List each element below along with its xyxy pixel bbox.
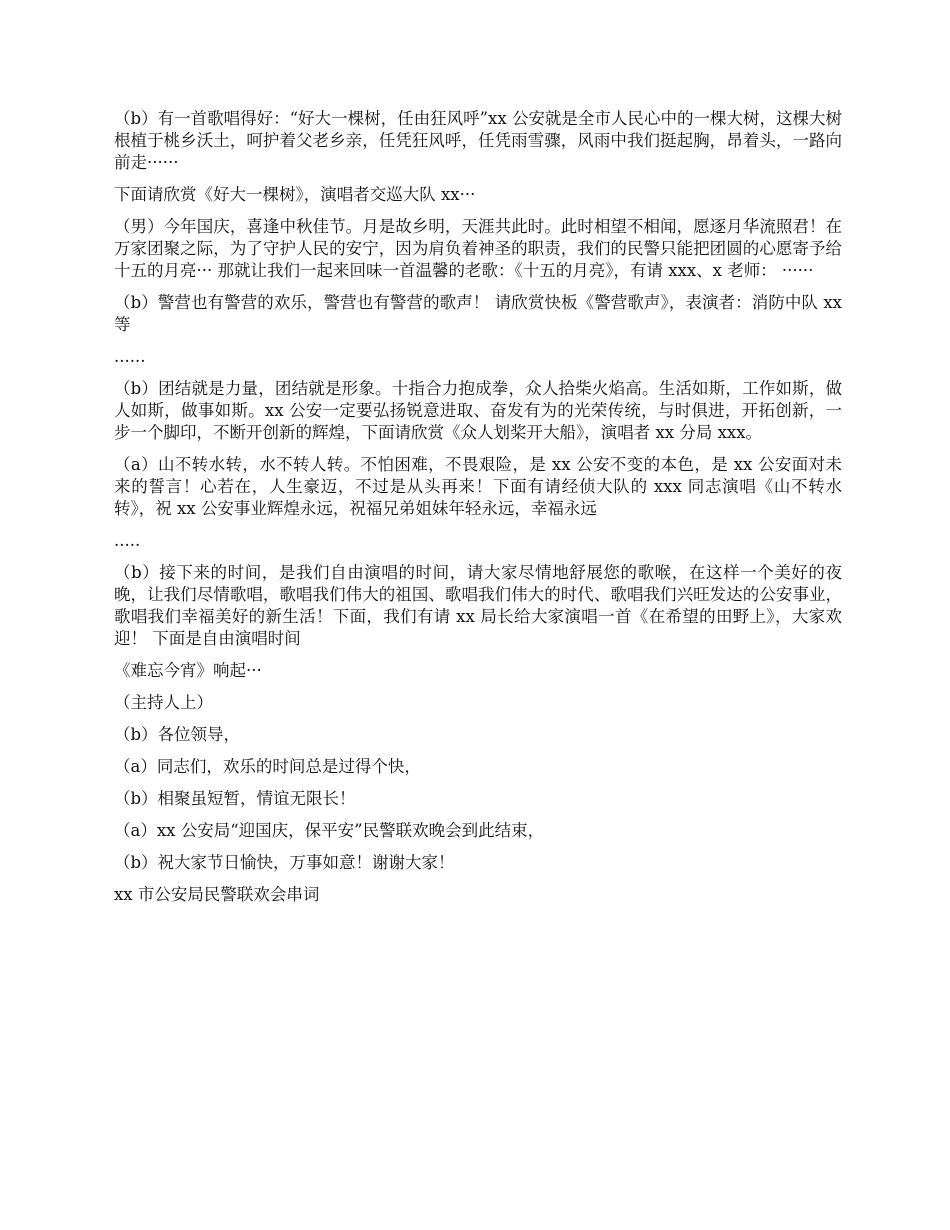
paragraph-mountain-water: （a）山不转水转，水不转人转。不怕困难，不畏艰险，是 xx 公安不变的本色，是 xx 公安面对未来的誓言！心若在，人生豪迈，不过是从头再来！下面有请经侦大队的 xxx 同志演唱《山不转水转》，祝 xx 公安事业辉煌永远，祝福兄弟姐妹年轻永远，幸福永远 <box>114 455 842 518</box>
paragraph-happy-holidays: （b）祝大家节日愉快，万事如意！谢谢大家！ <box>114 853 455 872</box>
paragraph-ellipsis-2: ..... <box>114 531 141 550</box>
paragraph-comrades: （a）同志们，欢乐的时间总是过得个快， <box>114 757 421 776</box>
paragraph-free-singing: （b）接下来的时间，是我们自由演唱的时间，请大家尽情地舒展您的歌喉，在这样一个美好的夜晚，让我们尽情歌唱，歌唱我们伟大的祖国、歌唱我们伟大的时代、歌唱我们兴旺发达的公安事业，歌唱我们幸福美好的新生活！下面，我们有请 xx 局长给大家演唱一首《在希望的田野上》，大家欢迎！ 下面是自由演唱时间 <box>114 563 842 648</box>
paragraph-big-tree-performer: 下面请欣赏《好大一棵树》，演唱者交巡大队 xx··· <box>114 185 476 204</box>
paragraph-gala-ends: （a）xx 公安局“迎国庆，保平安”民警联欢晚会到此结束， <box>114 821 545 840</box>
paragraph-dear-leaders: （b）各位领导， <box>114 725 241 744</box>
paragraph-brief-gathering: （b）相聚虽短暂，情谊无限长！ <box>114 789 356 808</box>
paragraph-camp-songs: （b）警营也有警营的欢乐，警营也有警营的歌声！ 请欣赏快板《警营歌声》，表演者：消防中队 xx 等 <box>114 293 842 334</box>
paragraph-ellipsis-1: ...... <box>114 347 146 366</box>
paragraph-unforgettable-tonight: 《难忘今宵》响起··· <box>114 661 262 680</box>
document-closing-title: xx 市公安局民警联欢会串词 <box>114 885 320 904</box>
paragraph-hosts-on-stage: （主持人上） <box>114 693 213 712</box>
paragraph-big-tree-intro: （b）有一首歌唱得好：“好大一棵树，任由狂风呼”xx 公安就是全市人民心中的一棵大树，这棵大树根植于桃乡沃土，呵护着父老乡亲，任凭狂风呼，任凭雨雪骤，风雨中我们挺起胸，昂着头，一路向前走······ <box>114 109 842 172</box>
paragraph-unity: （b）团结就是力量，团结就是形象。十指合力抱成拳，众人拾柴火焰高。生活如斯，工作如斯，做人如斯，做事如斯。xx 公安一定要弘扬锐意进取、奋发有为的光荣传统，与时俱进，开拓创新，一步一个脚印，不断开创新的辉煌，下面请欣赏《众人划桨开大船》，演唱者 xx 分局 xxx。 <box>114 379 842 442</box>
paragraph-mid-autumn: （男）今年国庆，喜逢中秋佳节。月是故乡明，天涯共此时。此时相望不相闻，愿逐月华流照君！在万家团聚之际，为了守护人民的安宁，因为肩负着神圣的职责，我们的民警只能把团圆的心愿寄予给十五的月亮··· 那就让我们一起来回味一首温馨的老歌：《十五的月亮》，有请 xxx、x 老师： ······ <box>114 217 842 280</box>
